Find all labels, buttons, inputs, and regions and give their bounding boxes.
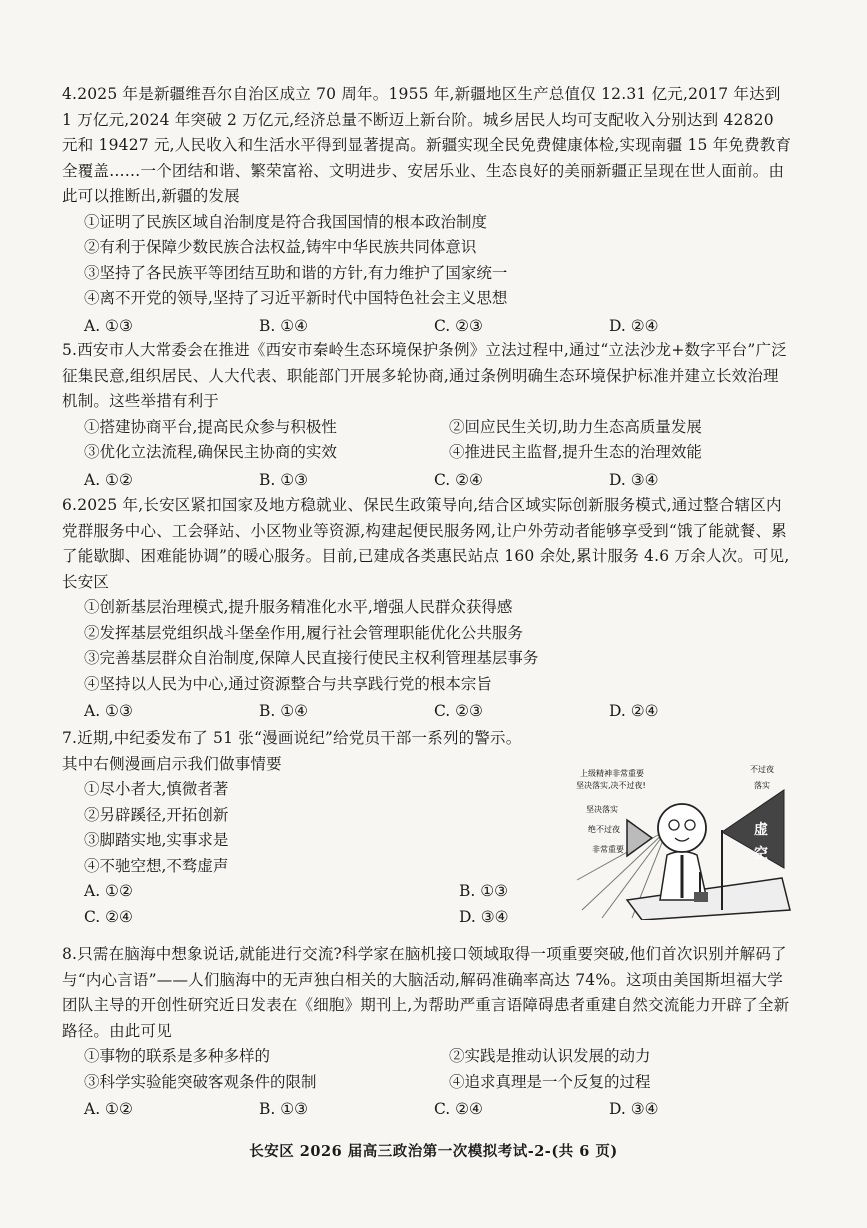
question-8-choices <box>62 1097 792 1123</box>
question-6-stem: 6.2025 年,长安区紧扣国家及地方稳就业、保民生政策导向,结合区域实际创新服务模式,通过整合辖区内党群服务中心、工会驿站、小区物业等资源,构建起便民服务网,让户外劳动者能够享受到“饿了能就餐、累了能歇脚、困难能协调”的暖心服务。目前,已建成各类惠民站点 160 余处,累计服务 4.6 万余人次。可见,长安区 <box>62 496 790 591</box>
cartoon-illustration <box>572 760 792 920</box>
question-4-option-2: ②有利于保障少数民族合法权益,铸牢中华民族共同体意识 <box>84 238 477 256</box>
bubble-text-top: 上级精神非常重要 <box>580 769 644 778</box>
question-6 <box>62 493 792 725</box>
choice-c: C. ②④ <box>434 1100 483 1118</box>
bubble-text-4: 绝不过夜 <box>588 825 620 834</box>
tag-text-right-2: 落实 <box>754 781 770 790</box>
question-6-option-2: ②发挥基层党组织战斗堡垒作用,履行社会管理职能优化公共服务 <box>84 623 523 642</box>
choice-b: B. ①④ <box>259 702 309 720</box>
question-6-choices <box>62 699 792 725</box>
question-8-option-4: ④追求真理是一个反复的过程 <box>449 1072 651 1091</box>
question-4 <box>62 82 792 339</box>
question-7-option-4: ④不驰空想,不骛虚声 <box>84 856 229 875</box>
question-5-option-3: ③优化立法流程,确保民主协商的实效 <box>84 443 337 461</box>
choice-a: A. ①③ <box>84 702 133 720</box>
flag-text-2: 空 <box>754 846 768 862</box>
question-4-choices <box>62 314 792 340</box>
flag-text-1: 虚 <box>754 822 768 838</box>
question-4-stem: 4.2025 年是新疆维吾尔自治区成立 70 周年。1955 年,新疆地区生产总值仅 12.31 亿元,2017 年达到 1 万亿元,2024 年突破 2 万亿元,经济总量不断迈上新台阶。城乡居民人均可支配收入分别达到 42820 元和 19427 元,人民收入和生活水平得到显著提高。新疆实现全民免费健康体检,实现南疆 15 年免费教育全覆盖……一个团结和谐、繁荣富裕、文明进步、安居乐业、生态良好的美丽新疆正呈现在世人面前。由此可以推断出,新疆的发展 <box>62 85 792 205</box>
question-4-option-4: ④离不开党的领导,坚持了习近平新时代中国特色社会主义思想 <box>84 289 508 307</box>
bubble-text-5: 非常重要 <box>592 845 624 854</box>
bubble-text-3: 坚决落实 <box>586 805 618 814</box>
choice-d: D. ③④ <box>609 1100 659 1118</box>
question-8-stem: 8.只需在脑海中想象说话,就能进行交流?科学家在脑机接口领域取得一项重要突破,他们首次识别并解码了与“内心言语”——人们脑海中的无声独白相关的大脑活动,解码准确率高达 74%。这项由美国斯坦福大学团队主导的开创性研究近日发表在《细胞》期刊上,为帮助严重言语障碍患者重建自然交流能力开辟了全新路径。由此可见 <box>62 945 790 1040</box>
question-5-choices <box>62 468 792 494</box>
choice-c: C. ②③ <box>434 702 483 720</box>
question-4-option-3: ③坚持了各民族平等团结互助和谐的方针,有力维护了国家统一 <box>84 263 508 282</box>
choice-a: A. ①③ <box>84 316 133 335</box>
question-6-option-1: ①创新基层治理模式,提升服务精准化水平,增强人民群众获得感 <box>84 598 513 616</box>
bubble-text-2: 坚决落实,决不过夜! <box>576 781 646 790</box>
choice-c: C. ②④ <box>434 470 483 489</box>
choice-b: B. ①③ <box>259 1100 309 1118</box>
question-4-option-1: ①证明了民族区域自治制度是符合我国国情的根本政治制度 <box>84 212 488 231</box>
choice-a: A. ①② <box>84 470 133 489</box>
question-5-option-4: ④推进民主监督,提升生态的治理效能 <box>449 443 702 461</box>
question-8-option-1: ①事物的联系是多种多样的 <box>84 1047 271 1065</box>
question-7-option-1: ①尽小者大,慎微者著 <box>84 780 229 798</box>
question-6-option-4: ④坚持以人民为中心,通过资源整合与共享践行党的根本宗旨 <box>84 674 492 693</box>
choice-b: B. ①③ <box>259 470 309 489</box>
choice-c: C. ②④ <box>84 907 133 926</box>
tag-text-right-1: 不过夜 <box>750 765 774 774</box>
choice-d: D. ②④ <box>609 316 659 335</box>
question-8-option-2: ②实践是推动认识发展的动力 <box>449 1047 651 1065</box>
choice-d: D. ③④ <box>459 907 509 926</box>
question-8-option-3: ③科学实验能突破客观条件的限制 <box>84 1072 317 1091</box>
question-5 <box>62 338 792 493</box>
question-8-options <box>62 1044 792 1095</box>
page-footer: 长安区 2026 届高三政治第一次模拟考试-2-(共 6 页) <box>249 1143 618 1160</box>
choice-a: A. ①② <box>84 882 133 900</box>
choice-d: D. ③④ <box>609 470 659 489</box>
question-7-stem-line-2: 其中右侧漫画启示我们做事情要 <box>62 754 282 773</box>
question-7-stem-line-1: 7.近期,中纪委发布了 51 张“漫画说纪”给党员干部一系列的警示。 <box>62 729 522 747</box>
choice-c: C. ②③ <box>434 316 483 335</box>
choice-b: B. ①③ <box>459 882 509 900</box>
choice-b: B. ①④ <box>259 316 309 335</box>
question-8 <box>62 942 792 1123</box>
question-7-option-2: ②另辟蹊径,开拓创新 <box>84 805 229 824</box>
question-5-option-1: ①搭建协商平台,提高民众参与积极性 <box>84 417 337 436</box>
question-5-option-2: ②回应民生关切,助力生态高质量发展 <box>449 417 702 436</box>
question-7-option-3: ③脚踏实地,实事求是 <box>84 831 229 849</box>
question-5-options <box>62 415 792 466</box>
choice-a: A. ①② <box>84 1100 133 1118</box>
question-6-option-3: ③完善基层群众自治制度,保障人民直接行使民主权利管理基层事务 <box>84 649 539 667</box>
microphone-base <box>694 892 708 902</box>
question-5-stem: 5.西安市人大常委会在推进《西安市秦岭生态环境保护条例》立法过程中,通过“立法沙龙+数字平台”广泛征集民意,组织居民、人大代表、职能部门开展多轮协商,通过条例明确生态环境保护标准并建立长效治理机制。这些举措有利于 <box>62 341 787 410</box>
official-head <box>658 804 706 852</box>
choice-d: D. ②④ <box>609 702 659 720</box>
